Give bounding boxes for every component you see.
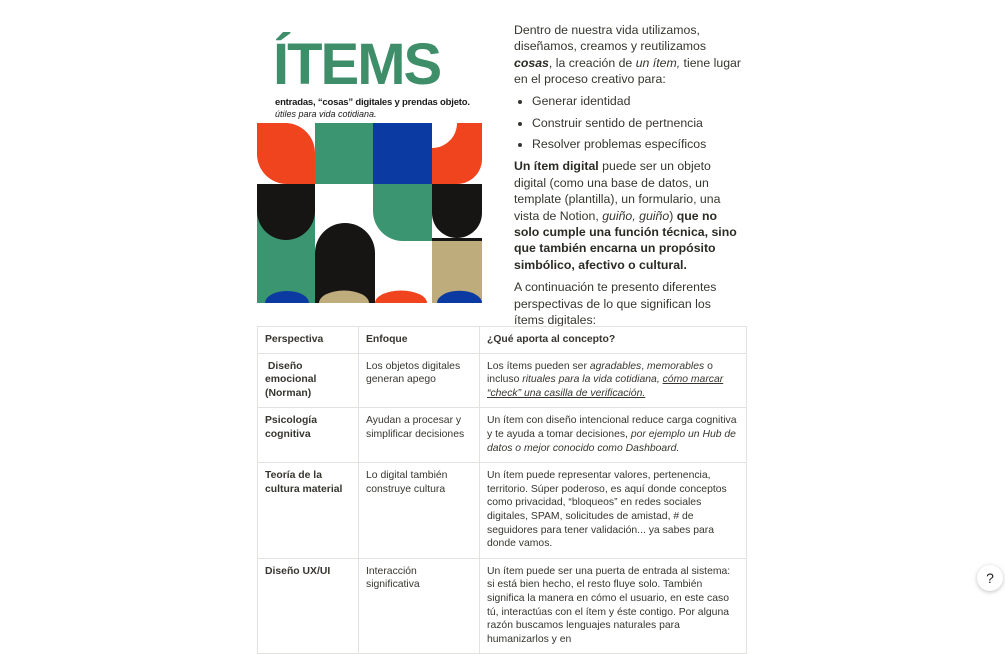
text-run: Los ítems pueden ser — [487, 360, 590, 372]
text-run: tiene lugar en el proceso creativo para: — [514, 55, 741, 87]
pattern-shape — [375, 291, 427, 303]
help-icon: ? — [986, 570, 994, 586]
cover-subtitle: entradas, “cosas” digitales y prendas objeto. — [275, 97, 470, 108]
text-run: o incluso — [487, 360, 713, 386]
pattern-shape — [373, 184, 432, 241]
pattern-shape — [373, 123, 432, 184]
help-button[interactable] — [977, 565, 1003, 591]
table-cell[interactable]: Diseño UX/UI — [258, 558, 359, 654]
table-row — [258, 408, 747, 463]
table-cell[interactable]: Ayudan a procesar y simplificar decisiones — [359, 408, 480, 463]
text-run: por ejemplo un Hub de datos o mejor conocido como Dashboard. — [487, 428, 736, 454]
table-header-row — [258, 327, 747, 354]
cover-tagline: útiles para vida cotidiana. — [275, 109, 377, 119]
intro-paragraph-1 — [514, 22, 742, 88]
text-run: , la creación de — [548, 55, 636, 70]
table-cell[interactable] — [480, 558, 747, 654]
text-run: que no solo cumple una función técnica, sino que también encarna un propósito simbólico, afectivo o cultural. — [514, 208, 737, 272]
bullet-list — [514, 93, 742, 153]
list-item: • Generar identidad — [532, 93, 742, 109]
intro-text — [514, 22, 742, 333]
column-header: Enfoque — [359, 327, 480, 354]
cover-title: ÍTEMS — [273, 32, 441, 97]
pattern-shape — [257, 184, 315, 240]
text-run: Dentro de nuestra vida utilizamos, diseñamos, creamos y reutilizamos — [514, 23, 707, 54]
column-header: Perspectiva — [258, 327, 359, 354]
table-cell[interactable]: Psicología cognitiva — [258, 408, 359, 463]
list-item: • Construir sentido de pertnencia — [532, 115, 742, 131]
table-cell[interactable]: Los objetos digitales generan apego — [359, 353, 480, 408]
column-header: ¿Qué aporta al concepto? — [480, 327, 747, 354]
perspectives-table — [257, 326, 746, 654]
text-run: ) — [669, 208, 677, 223]
table-row — [258, 463, 747, 559]
table-cell[interactable]: Teoría de la cultura material — [258, 463, 359, 559]
table-row — [258, 353, 747, 408]
list-item: • Resolver problemas específicos — [532, 136, 742, 152]
table-cell[interactable]: Interacción significativa — [359, 558, 480, 654]
text-run: agradables — [589, 360, 642, 372]
text-run: Un ítem puede ser una puerta de entrada al sistema: si está bien hecho, el resto fluye solo. También significa la manera en cómo el usuario, en este caso tú, interactúas con el ítem y éste contigo. Por alguna razón buscamos lenguajes naturales para humanizarlos y en — [487, 565, 731, 645]
text-run: Un ítem puede representar valores, pertenencia, territorio. Súper poderoso, es aquí donde conceptos como privacidad, “bloqueos” en redes sociales digitales, SPAM, solicitudes de amistad, # de seguidores para tener validación... ya sabes para donde vamos. — [487, 470, 727, 550]
table-row — [258, 558, 747, 654]
text-run: , — [641, 360, 648, 372]
text-run: rituales para la vida cotidiana, — [522, 374, 663, 386]
pattern-shape — [257, 123, 315, 184]
text-run: puede ser un objeto digital (como una base de datos, un template (plantilla), un formulario, una vista de Notion, — [514, 159, 721, 223]
intro-paragraph-2 — [514, 158, 742, 273]
table-cell[interactable] — [480, 463, 747, 559]
table-cell[interactable] — [480, 408, 747, 463]
text-run: Un ítem digital — [514, 159, 599, 174]
text-run: guiño, guiño — [602, 208, 670, 223]
cover-pattern — [257, 123, 482, 303]
text-run: Un ítem con diseño intencional reduce carga cognitiva y te ayuda a tomar decisiones, — [487, 415, 737, 440]
text-run: memorables — [647, 360, 705, 372]
text-run: un ítem, — [635, 55, 681, 70]
table-cell[interactable]: Lo digital también construye cultura — [359, 463, 480, 559]
table-cell[interactable] — [480, 353, 747, 408]
table-cell[interactable]: Diseño emocional (Norman) — [258, 353, 359, 408]
text-run: cómo marcar “check” una casilla de verificación. — [487, 374, 724, 399]
intro-paragraph-3: A continuación te presento diferentes perspectivas de lo que significan los ítems digitales: — [514, 280, 717, 327]
cover-image — [257, 25, 482, 303]
text-run: cosas — [514, 55, 549, 70]
